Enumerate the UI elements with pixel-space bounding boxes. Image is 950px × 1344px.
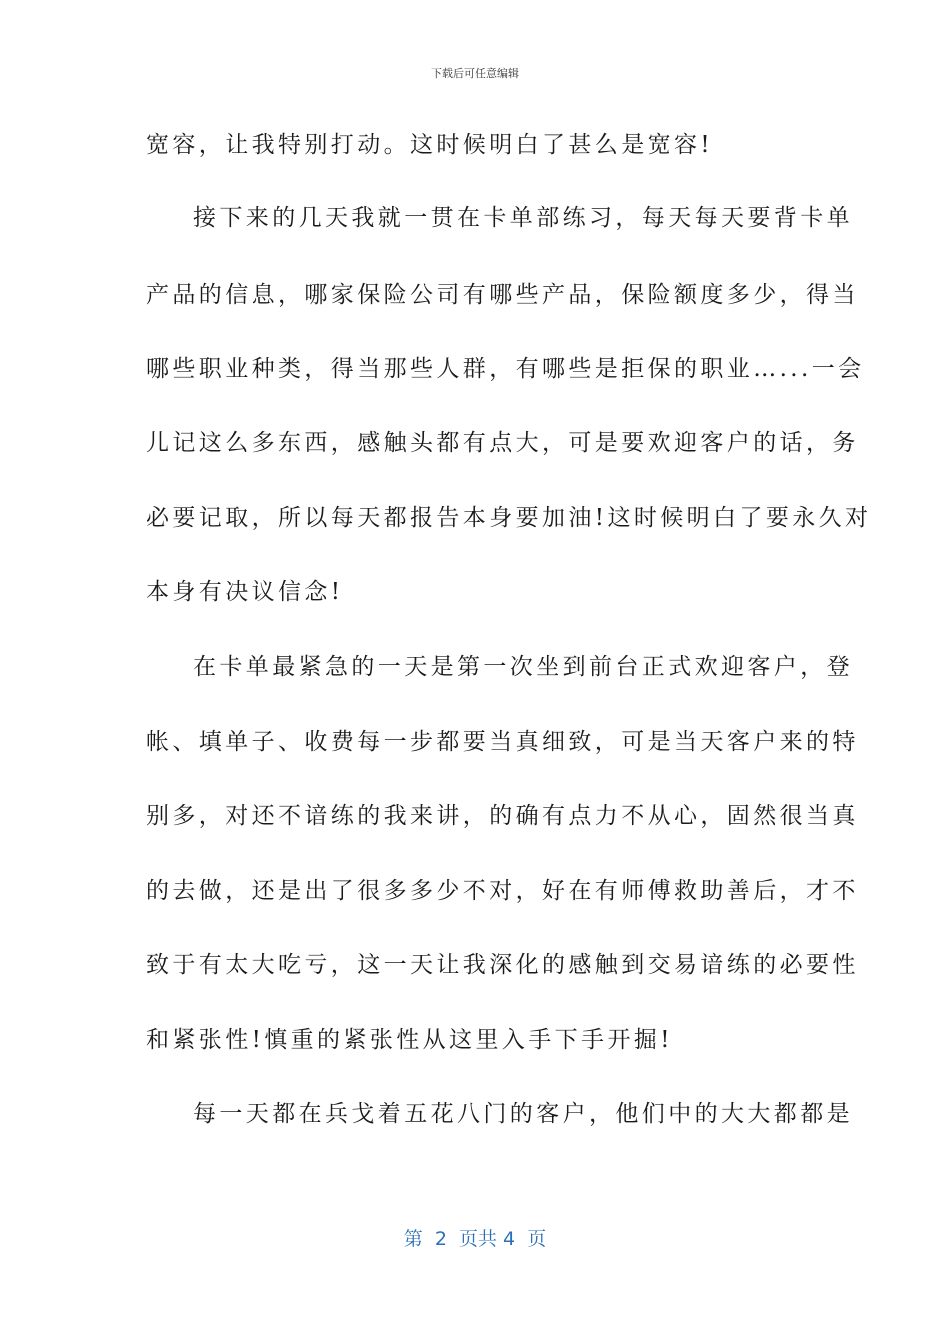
paragraph-first-line: 接下来的几天我就一贯在卡单部练习，每天每天要背卡单 [193, 205, 853, 231]
text-line: 儿记这么多东西，感触头都有点大，可是要欢迎客户的话，务 [146, 430, 859, 456]
text-line: 致于有太大吃亏，这一天让我深化的感触到交易谙练的必要性 [146, 952, 859, 978]
paragraph-first-line: 在卡单最紧急的一天是第一次坐到前台正式欢迎客户，登 [193, 654, 853, 680]
page-number-footer: 第 2 页共 4 页 [403, 1228, 547, 1250]
text-line: 必要记取，所以每天都报告本身要加油!这时候明白了要永久对 [146, 505, 872, 531]
text-line: 别多，对还不谙练的我来讲，的确有点力不从心，固然很当真 [146, 803, 859, 829]
text-line: 和紧张性!慎重的紧张性从这里入手下手开掘! [146, 1027, 673, 1053]
text-line: 帐、填单子、收费每一步都要当真细致，可是当天客户来的特 [146, 729, 859, 755]
text-line: 本身有决议信念! [146, 579, 344, 605]
paragraph-first-line: 每一天都在兵戈着五花八门的客户，他们中的大大都都是 [193, 1101, 853, 1127]
text-line: 哪些职业种类，得当那些人群，有哪些是拒保的职业…...一会 [146, 356, 865, 382]
text-line: 宽容，让我特别打动。这时候明白了甚么是宽容! [146, 132, 714, 158]
page-header: 下载后可任意编辑 [431, 67, 519, 80]
text-line: 产品的信息，哪家保险公司有哪些产品，保险额度多少，得当 [146, 282, 859, 308]
text-line: 的去做，还是出了很多多少不对，好在有师傅救助善后，才不 [146, 878, 859, 904]
